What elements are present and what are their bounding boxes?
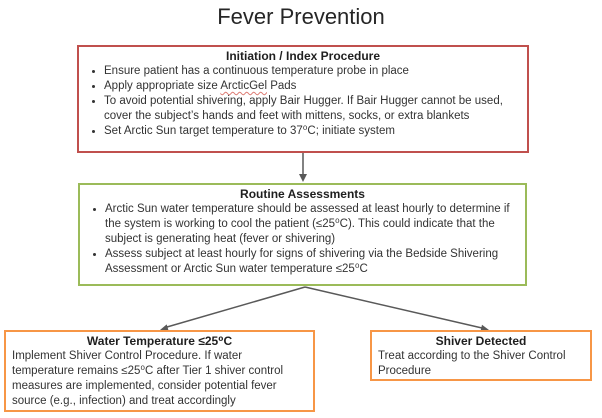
bullet-text: Arctic Sun water temperature should be assessed at least hourly to determine if the system is working to cool the patient (≤25⁰C). This could indicate that the subject is generating heat (fever or shivering) (105, 203, 510, 245)
water-temperature-heading: Water Temperature ≤25⁰C (86, 334, 233, 348)
bullet-text: Set Arctic Sun target temperature to 37⁰C; initiate system (104, 125, 395, 137)
shiver-detected-body: Treat according to the Shiver Control Procedure (378, 350, 566, 377)
list-item (105, 247, 519, 277)
bullet-text: Ensure patient has a continuous temperature probe in place (104, 65, 409, 77)
routine-assessments-box (78, 183, 527, 286)
bullet-text: Assess subject at least hourly for signs of shivering via the Bedside Shivering Assessment or Arctic Sun water temperature ≤25⁰C (105, 248, 499, 275)
arrow-routine-to-shiver (305, 287, 489, 332)
list-item (104, 79, 521, 94)
list-item (105, 202, 519, 247)
shiver-detected-heading: Shiver Detected (435, 334, 527, 348)
shiver-detected-box (370, 330, 592, 381)
water-temperature-box (4, 330, 315, 412)
page-title: Fever Prevention (217, 4, 385, 29)
list-item (104, 94, 521, 124)
list-item (104, 124, 521, 139)
arrow-routine-to-watertemp (160, 287, 305, 331)
bullet-text: Apply appropriate size (104, 80, 221, 92)
water-temperature-body: Implement Shiver Control Procedure. If water temperature remains ≤25⁰C after Tier 1 shiver control measures are implemented, consider potential fever source (e.g., infection) and treat accordingly (12, 350, 284, 407)
bullet-text: Pads (267, 80, 297, 92)
arcticgel-term: ArcticGel (220, 80, 268, 92)
list-item (104, 64, 521, 79)
arrow-initiation-to-routine (299, 153, 307, 182)
initiation-box (77, 45, 529, 153)
initiation-bullet-list (79, 64, 527, 139)
initiation-heading: Initiation / Index Procedure (225, 49, 381, 63)
routine-heading: Routine Assessments (240, 187, 365, 201)
bullet-text: To avoid potential shivering, apply Bair Hugger. If Bair Hugger cannot be used, cover the subject’s hands and feet with mittens, socks, or extra blankets (104, 95, 503, 122)
routine-bullet-list (80, 202, 525, 277)
